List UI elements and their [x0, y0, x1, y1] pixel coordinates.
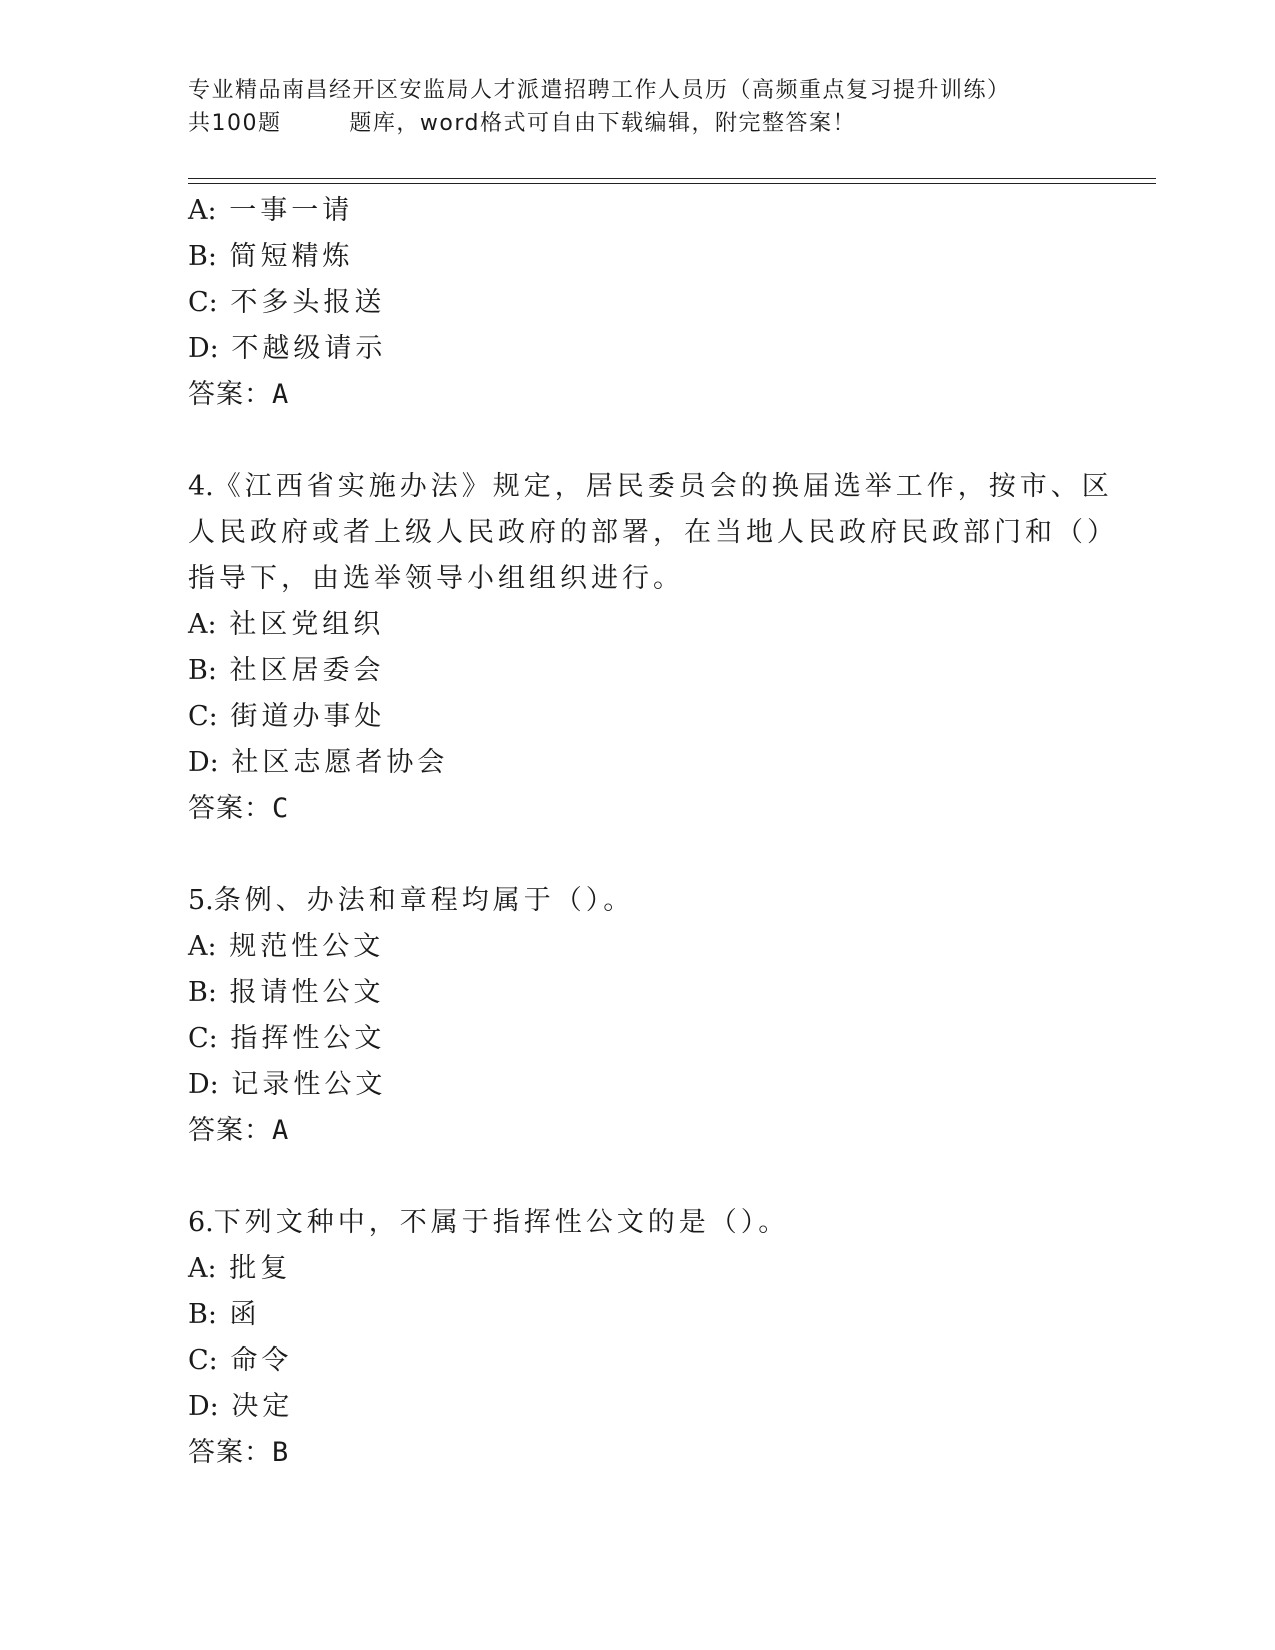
answer-line — [188, 786, 1088, 832]
answer-value: A — [272, 379, 290, 410]
option-text: 记录性公文 — [231, 1069, 387, 1100]
question-number: 4. — [188, 471, 214, 502]
option-text: 社区居委会 — [229, 655, 385, 686]
option-letter: C: — [188, 1023, 218, 1054]
question-stem-line — [188, 464, 1113, 510]
question-number: 5. — [188, 885, 214, 916]
answer-label: 答案： — [188, 793, 272, 824]
answer-value: A — [272, 1115, 290, 1146]
answer-line — [188, 372, 1088, 418]
option-c — [188, 1338, 1088, 1384]
question-stem-line — [188, 1200, 1088, 1246]
header-title-line-2: 共100题 题库，word格式可自由下载编辑，附完整答案！ — [188, 111, 857, 136]
header-divider-top — [188, 178, 1156, 179]
option-text: 规范性公文 — [229, 931, 385, 962]
option-text: 指挥性公文 — [230, 1023, 386, 1054]
option-letter: B: — [188, 1299, 217, 1330]
option-text: 街道办事处 — [230, 701, 386, 732]
header-divider-bottom — [188, 183, 1156, 184]
option-text: 批复 — [229, 1253, 292, 1284]
option-text: 社区党组织 — [229, 609, 385, 640]
option-letter: A: — [188, 1253, 217, 1284]
option-a — [188, 188, 1088, 234]
option-letter: D: — [188, 747, 219, 778]
question-5 — [188, 878, 1088, 1154]
answer-line — [188, 1430, 1088, 1476]
spacer — [188, 1154, 1088, 1200]
option-c — [188, 280, 1088, 326]
answer-value: C — [272, 793, 290, 824]
option-text: 不多头报送 — [230, 287, 386, 318]
option-a — [188, 1246, 1088, 1292]
option-c — [188, 694, 1088, 740]
option-text: 报请性公文 — [229, 977, 385, 1008]
question-text: 条例、办法和章程均属于（）。 — [213, 885, 635, 916]
question-continued — [188, 188, 1088, 418]
option-letter: B: — [188, 655, 217, 686]
question-4 — [188, 464, 1118, 832]
option-letter: B: — [188, 977, 217, 1008]
option-text: 一事一请 — [229, 195, 354, 226]
option-letter: A: — [188, 195, 217, 226]
answer-label: 答案： — [188, 1115, 272, 1146]
question-text: 《江西省实施办法》规定，居民委员会的换届选举工作，按市、区 — [213, 471, 1113, 502]
option-text: 命令 — [230, 1345, 293, 1376]
option-b — [188, 234, 1088, 280]
option-letter: D: — [188, 1069, 219, 1100]
option-d — [188, 1062, 1088, 1108]
option-b — [188, 1292, 1088, 1338]
option-letter: D: — [188, 1391, 219, 1422]
question-stem-line: 指导下，由选举领导小组组织进行。 — [188, 563, 684, 594]
option-letter: B: — [188, 241, 217, 272]
option-b — [188, 648, 1088, 694]
question-list — [188, 188, 1118, 1476]
option-d — [188, 326, 1088, 372]
option-letter: C: — [188, 701, 218, 732]
option-letter: A: — [188, 609, 217, 640]
question-6 — [188, 1200, 1088, 1476]
question-text: 下列文种中，不属于指挥性公文的是（）。 — [213, 1207, 790, 1238]
question-stem-line: 人民政府或者上级人民政府的部署，在当地人民政府民政部门和（） — [188, 517, 1118, 548]
option-d — [188, 740, 1088, 786]
answer-label: 答案： — [188, 1437, 272, 1468]
document-header — [188, 74, 1088, 140]
question-stem-line — [188, 878, 1088, 924]
spacer — [188, 832, 1088, 878]
spacer — [188, 418, 1088, 464]
option-letter: D: — [188, 333, 219, 364]
answer-value: B — [272, 1437, 290, 1468]
option-a — [188, 602, 1088, 648]
option-letter: C: — [188, 287, 218, 318]
option-text: 函 — [229, 1299, 261, 1330]
option-text: 简短精炼 — [229, 241, 354, 272]
question-number: 6. — [188, 1207, 214, 1238]
option-c — [188, 1016, 1088, 1062]
answer-line — [188, 1108, 1088, 1154]
option-text: 决定 — [231, 1391, 294, 1422]
option-text: 不越级请示 — [231, 333, 387, 364]
option-b — [188, 970, 1088, 1016]
option-d — [188, 1384, 1088, 1430]
option-letter: C: — [188, 1345, 218, 1376]
answer-label: 答案： — [188, 379, 272, 410]
option-letter: A: — [188, 931, 217, 962]
option-a — [188, 924, 1088, 970]
option-text: 社区志愿者协会 — [231, 747, 449, 778]
header-title-line-1: 专业精品南昌经开区安监局人才派遣招聘工作人员历（高频重点复习提升训练） — [188, 78, 1011, 103]
